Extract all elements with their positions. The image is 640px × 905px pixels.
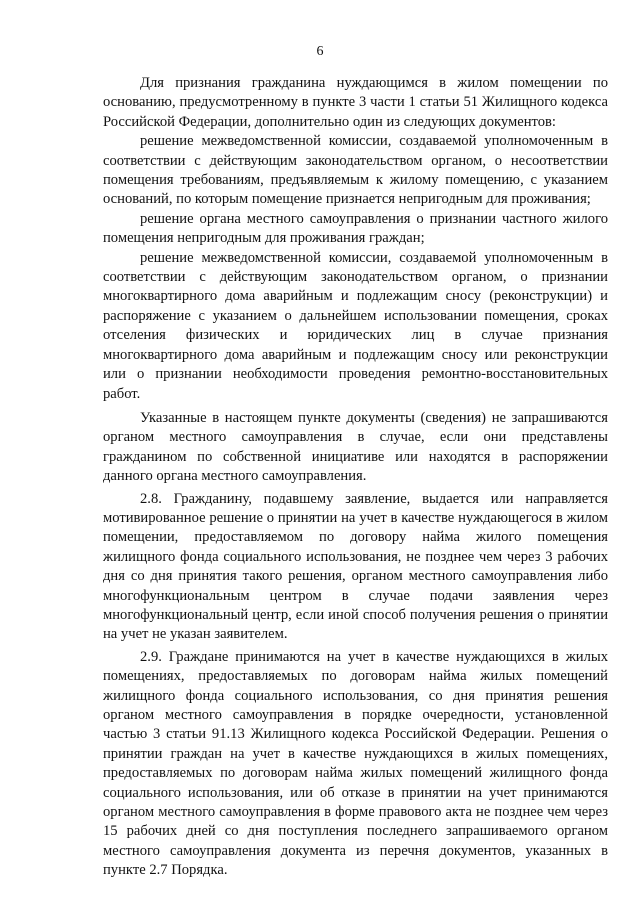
page-number: 6 — [316, 44, 324, 59]
paragraph-documents-not-requested: Указанные в настоящем пункте документы (сведения) не запрашиваются органом местного самоуправления в случае, если они представлены гражданином по собственной инициативе или находятся в распоряжении данного органа местного самоуправления. — [103, 409, 608, 485]
paragraph-documents-intro: Для признания гражданина нуждающимся в жилом помещении по основанию, предусмотренному в пункте 3 части 1 статьи 51 Жилищного кодекса Российской Федерации, дополнительно один из следующих документов: — [103, 75, 608, 130]
paragraph-2-9: 2.9. Граждане принимаются на учет в качестве нуждающихся в жилых помещениях, предоставляемых по договорам найма жилых помещений жилищного фонда социального использования, со дня принятия решения органом местного самоуправления в порядке очередности, установленной частью 3 статьи 91.13 Жилищного кодекса Российской Федерации. Решения о принятии граждан на учет в качестве нуждающихся в жилых помещениях, предоставляемых по договорам найма жилых помещений жилищного фонда социального использования, или об отказе в принятии на учет принимаются органом местного самоуправления в форме правового акта не позднее чем через 15 рабочих дней со дня поступления последнего запрашиваемого органом местного самоуправления документа из перечня документов, указанных в пункте 2.7 Порядка. — [103, 648, 608, 879]
paragraph-2-8: 2.8. Гражданину, подавшему заявление, выдается или направляется мотивированное решение о принятии на учет в качестве нуждающегося в жилом помещении, предоставляемом по договору найма жилого помещения жилищного фонда социального использования, не позднее чем через 3 рабочих дня со дня принятия такого решения, органом местного самоуправления либо многофункциональным центром в случае подачи заявления через многофункциональный центр, если иной способ получения решения о принятии на учет не указан заявителем. — [103, 490, 608, 643]
paragraph-commission-decision-noncompliance: решение межведомственной комиссии, создаваемой уполномоченным в соответствии с действующим законодательством органом, о несоответствии помещения требованиям, предъявляемым к жилому помещению, с указанием оснований, по которым помещение признается непригодным для проживания; — [103, 133, 608, 208]
document-body — [103, 74, 608, 881]
paragraph-commission-decision-emergency: решение межведомственной комиссии, создаваемой уполномоченным в соответствии с действующим законодательством органом, о признании многоквартирного дома аварийным и подлежащим сносу (реконструкции) и распоряжение с указанием о дальнейшем использовании помещения, сроках отселения физических и юридических лиц в случае признания многоквартирного дома аварийным и подлежащим сносу или реконструкции или о признании необходимости проведения ремонтно-восстановительных работ. — [103, 249, 608, 402]
paragraph-local-authority-decision: решение органа местного самоуправления о признании частного жилого помещения непригодным для проживания граждан; — [103, 210, 608, 247]
